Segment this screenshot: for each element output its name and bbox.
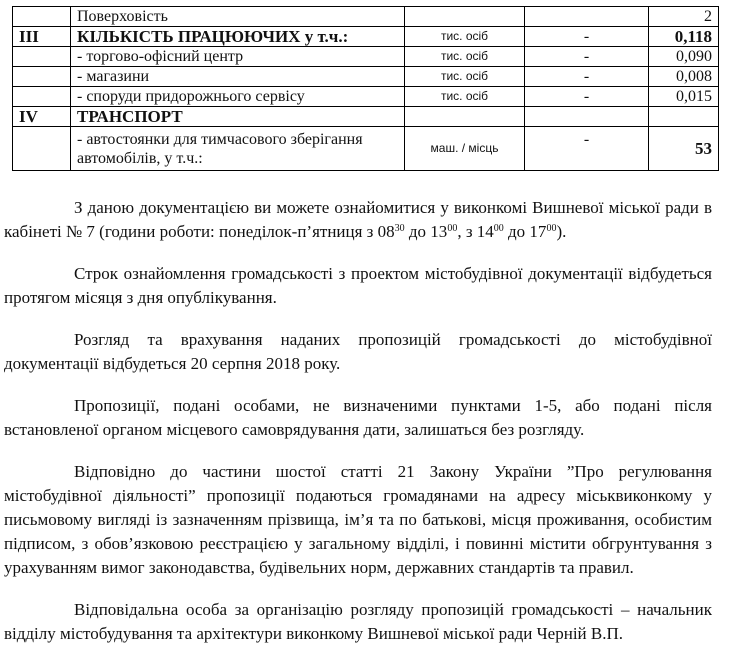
row-unit: тис. осіб [405, 27, 525, 47]
row-number [13, 7, 71, 27]
row-name: - споруди придорожнього сервісу [71, 87, 405, 107]
row-name: КІЛЬКІСТЬ ПРАЦЮЮЧИХ у т.ч.: [71, 27, 405, 47]
row-number [13, 47, 71, 67]
table-row [13, 67, 719, 87]
row-dash: - [525, 67, 649, 87]
notice-text [4, 196, 712, 664]
row-dash [525, 7, 649, 27]
row-value: 0,118 [649, 27, 719, 47]
indicators-table [12, 6, 719, 171]
row-unit: тис. осіб [405, 47, 525, 67]
table-row [13, 127, 719, 171]
paragraph-responsible-person: Відповідальна особа за організацію розгляду пропозицій громадськості – начальник відділу містобудування та архітектури виконкому Вишневої міської ради Черній В.П. [4, 600, 712, 643]
row-name: - автостоянки для тимчасового зберігання автомобілів, у т.ч.: [71, 127, 405, 171]
row-value [649, 107, 719, 127]
table-row [13, 107, 719, 127]
row-number [13, 87, 71, 107]
row-number: III [13, 27, 71, 47]
row-value: 0,090 [649, 47, 719, 67]
row-dash [525, 107, 649, 127]
paragraph-review-date: Розгляд та врахування наданих пропозицій громадськості до містобудівної документації відбудеться 20 серпня 2018 року. [4, 330, 712, 373]
row-value: 53 [649, 127, 719, 171]
paragraph-submission-rules: Відповідно до частини шостої статті 21 Закону України ”Про регулювання містобудівної діяльності” пропозиції подаються громадянами на адресу міськвиконкому у письмовому вигляді із зазначенням прізвища, ім’я та по батькові, місця проживання, особистим підписом, з обов’язковою реєстрацією у загальному відділі, і повинні містити обгрунтування з урахуванням вимог законодавства, будівельних норм, державних стандартів та правил. [4, 462, 712, 577]
table-row [13, 27, 719, 47]
row-name: - магазини [71, 67, 405, 87]
row-number [13, 67, 71, 87]
row-name: - торгово-офісний центр [71, 47, 405, 67]
row-unit: маш. / місць [405, 127, 525, 171]
row-name: ТРАНСПОРТ [71, 107, 405, 127]
row-dash: - [525, 47, 649, 67]
row-name: Поверховість [71, 7, 405, 27]
table-row [13, 7, 719, 27]
paragraph-review-period: Строк ознайомлення громадськості з проектом містобудівної документації відбудеться протягом місяця з дня опублікування. [4, 264, 712, 307]
row-dash: - [525, 27, 649, 47]
paragraph-documentation-location: З даною документацією ви можете ознайомитися у виконкомі Вишневої міської ради в кабінеті № 7 (години роботи: понеділок-п’ятниця з $08^{30}$ до $13^{00}$, з $14^{00}$ до $17^{00}$). [4, 198, 712, 241]
row-value: 2 [649, 7, 719, 27]
table-row [13, 47, 719, 67]
row-dash: - [525, 127, 649, 171]
row-unit [405, 7, 525, 27]
table-row [13, 87, 719, 107]
row-unit [405, 107, 525, 127]
row-value: 0,015 [649, 87, 719, 107]
paragraph-rejection-rule: Пропозиції, подані особами, не визначеними пунктами 1-5, або подані після встановленої органом місцевого самоврядування дати, залишаться без розгляду. [4, 396, 712, 439]
row-dash: - [525, 87, 649, 107]
row-value: 0,008 [649, 67, 719, 87]
row-number: IV [13, 107, 71, 127]
row-unit: тис. осіб [405, 67, 525, 87]
row-unit: тис. осіб [405, 87, 525, 107]
row-number [13, 127, 71, 171]
